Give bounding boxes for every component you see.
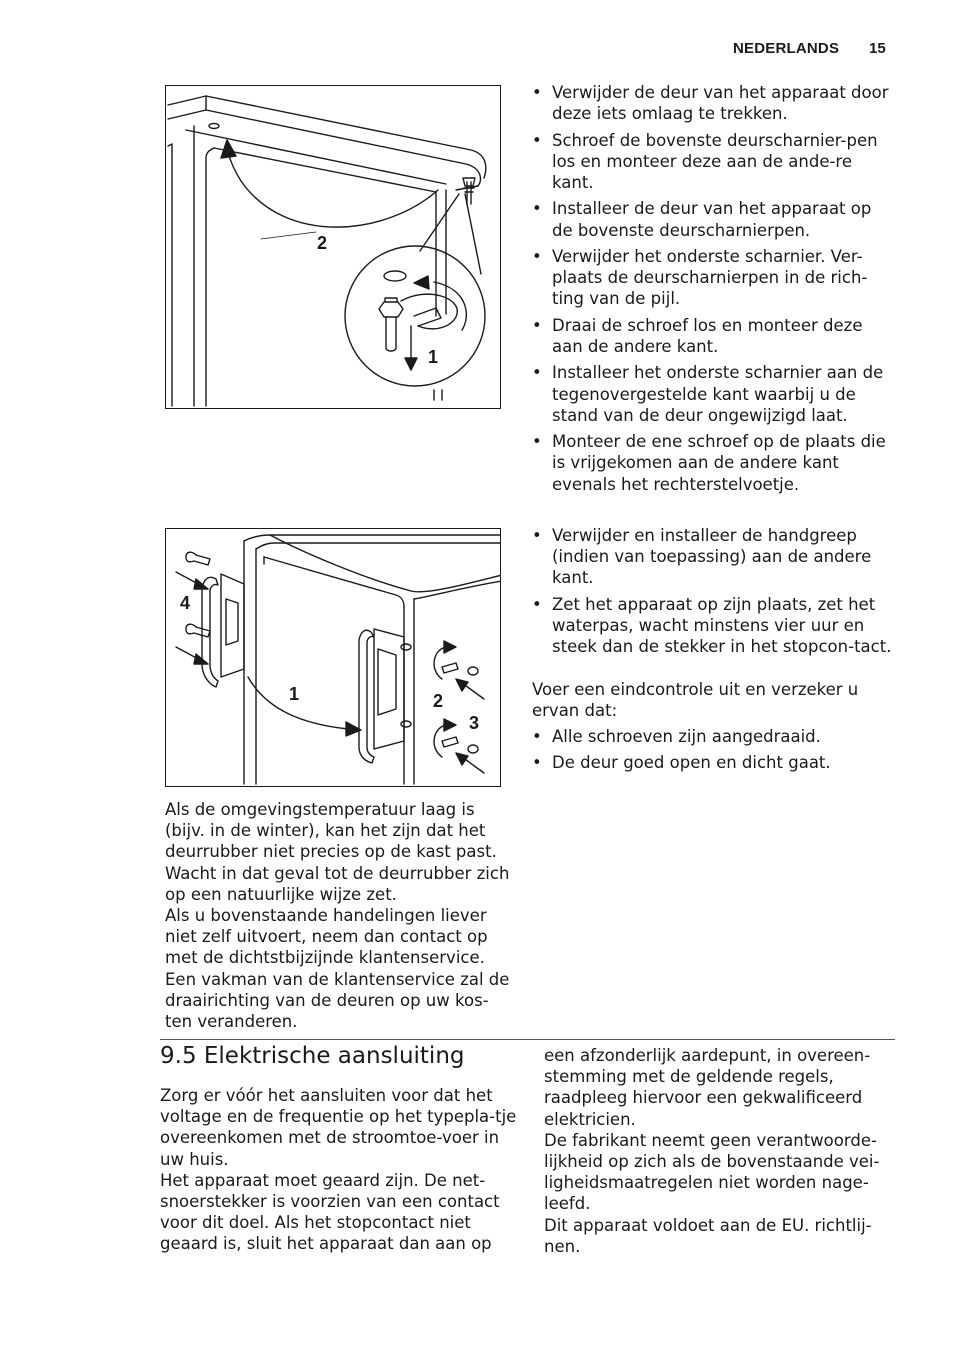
final-check-intro: Voer een eindcontrole uit en verzeker u ervan dat: xyxy=(532,680,859,721)
section-paragraph: Dit apparaat voldoet aan de EU. richtlij-nen. xyxy=(544,1215,872,1256)
list-item: • Alle schroeven zijn aangedraaid. xyxy=(532,726,892,747)
section-paragraph: Het apparaat moet geaard zijn. De net-snoerstekker is voorzien van een contact voor dit doel. Als het stopcontact niet geaard is, sluit het apparaat dan aan op xyxy=(160,1170,500,1254)
list-item: • Verwijder het onderste scharnier. Ver-plaats de deurscharnierpen in de rich-ting van de pijl. xyxy=(532,246,892,310)
door-seal-note xyxy=(165,799,515,1032)
handle-swap-illustration xyxy=(166,529,501,787)
list-item: • Schroef de bovenste deurscharnier-pen los en monteer deze aan de ande-re kant. xyxy=(532,130,892,194)
section-left-column xyxy=(160,1085,518,1255)
list-item: • Draai de schroef los en monteer deze aan de andere kant. xyxy=(532,315,892,357)
figure-handle-swap xyxy=(165,528,501,787)
list-item: • De deur goed open en dicht gaat. xyxy=(532,752,892,773)
callout-4: 4 xyxy=(180,593,191,613)
figure-upper-hinge xyxy=(165,85,501,409)
section-divider xyxy=(160,1039,895,1040)
header-language: NEDERLANDS xyxy=(733,40,840,57)
page-number: 15 xyxy=(869,40,886,57)
final-check-list xyxy=(532,726,892,779)
callout-2: 2 xyxy=(433,691,444,711)
list-item: • Verwijder en installeer de handgreep (indien van toepassing) aan de andere kant. xyxy=(532,525,892,589)
list-item: • Zet het apparaat op zijn plaats, zet het waterpas, wacht minstens vier uur en steek dan de stekker in het stopcon-tact. xyxy=(532,594,892,658)
list-item: • Installeer het onderste scharnier aan de tegenovergestelde kant waarbij u de stand van de deur ongewijzigd laat. xyxy=(532,362,892,426)
callout-2: 2 xyxy=(317,233,328,253)
instruction-list-upper xyxy=(532,82,892,500)
section-paragraph: een afzonderlijk aardepunt, in overeen-stemming met de geldende regels, raadpleeg hiervoor een gekwalificeerd elektricien. xyxy=(544,1046,871,1129)
section-paragraph: Zorg er vóór het aansluiten voor dat het voltage en de frequentie op het typepla-tje overeenkomen met de stroomtoe-voer in uw huis. xyxy=(160,1086,517,1169)
section-right-column xyxy=(544,1045,896,1257)
note-paragraph: Als de omgevingstemperatuur laag is (bijv. in de winter), kan het zijn dat het deurrubber niet precies op de kast past. Wacht in dat geval tot de deurrubber zich op een natuurlijke wijze zet. xyxy=(165,800,510,904)
callout-1: 1 xyxy=(289,684,300,704)
section-title: 9.5 Elektrische aansluiting xyxy=(160,1043,465,1069)
list-item: • Installeer de deur van het apparaat op de bovenste deurscharnierpen. xyxy=(532,198,892,240)
instruction-list-lower xyxy=(532,525,892,657)
callout-1: 1 xyxy=(428,347,439,367)
callout-3: 3 xyxy=(469,713,480,733)
note-paragraph: Als u bovenstaande handelingen liever niet zelf uitvoert, neem dan contact op met de dichtstbijzijnde klantenservice. Een vakman van de klantenservice zal de draairichting van de deuren op uw kos-ten veranderen. xyxy=(165,906,510,1032)
list-item: • Verwijder de deur van het apparaat door deze iets omlaag te trekken. xyxy=(532,82,892,124)
list-item: • Monteer de ene schroef op de plaats die is vrijgekomen aan de andere kant evenals het rechterstelvoetje. xyxy=(532,431,892,495)
section-paragraph: De fabrikant neemt geen verantwoorde-lijkheid op zich als de bovenstaande vei-ligheidsmaatregelen niet worden nage-leefd. xyxy=(544,1130,880,1214)
upper-hinge-illustration xyxy=(166,86,501,409)
